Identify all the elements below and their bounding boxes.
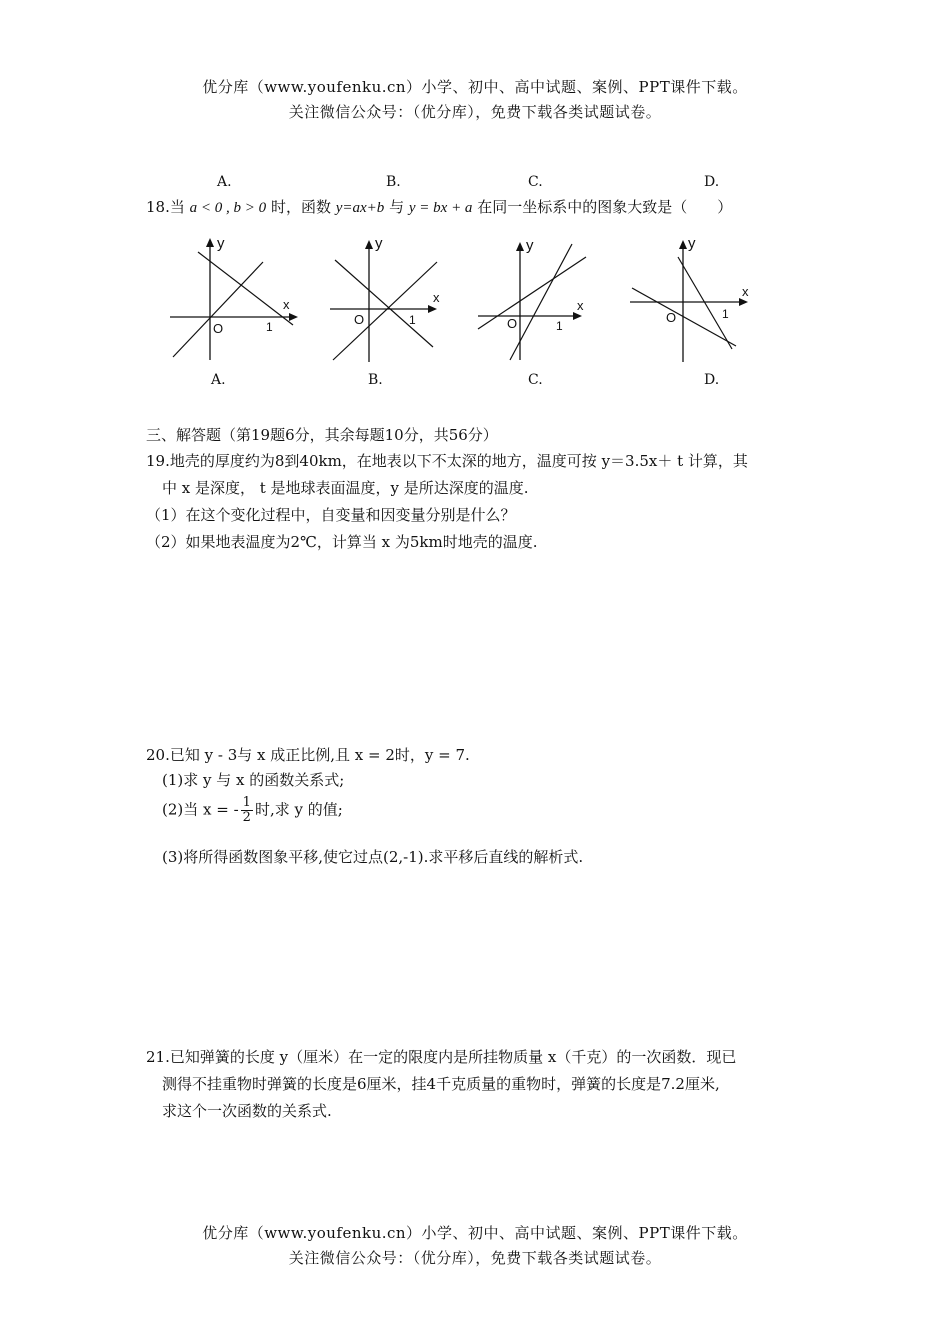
graph-c-x-label: x xyxy=(577,298,584,313)
q20-part-3: (3)将所得函数图象平移,使它过点(2,-1).求平移后直线的解析式. xyxy=(162,848,584,866)
graph-b-x-label: x xyxy=(433,290,440,305)
graph-a-origin: O xyxy=(213,321,224,336)
q17-option-a: A. xyxy=(217,174,232,190)
q19-part-2: （2）如果地表温度为2℃，计算当 x 为5km时地壳的温度. xyxy=(146,533,538,551)
graph-b-tick-one: 1 xyxy=(409,313,416,327)
graph-a-x-label: x xyxy=(283,297,290,312)
q19-line-2: 中 x 是深度， t 是地球表面温度，y 是所达深度的温度. xyxy=(162,479,529,497)
q18-graph-label-c: C. xyxy=(528,372,543,388)
q18-graph-b xyxy=(325,232,455,367)
graph-d-tick-one: 1 xyxy=(722,307,729,321)
q18-graph-label-d: D. xyxy=(704,372,720,388)
q19-line-1: 19.地壳的厚度约为8到40km，在地表以下不太深的地方，温度可按 y＝3.5x＋ t 计算，其 xyxy=(146,452,748,470)
q17-option-b: B. xyxy=(386,174,401,190)
graph-c-origin: O xyxy=(507,316,518,331)
graph-d-origin: O xyxy=(666,310,677,325)
q18-graph-a xyxy=(168,232,303,367)
header-line-1: 优分库（www.youfenku.cn）小学、初中、高中试题、案例、PPT课件下载。 xyxy=(202,78,748,96)
graph-d-y-label: y xyxy=(688,235,696,252)
fraction-one-half: $\frac{1}{2}$ xyxy=(242,795,251,825)
graph-b-origin: O xyxy=(354,312,365,327)
q20-line-1: 20.已知 y - 3与 x 成正比例,且 x = 2时，y = 7. xyxy=(146,746,470,764)
footer-line-2: 关注微信公众号：（优分库），免费下载各类试题试卷。 xyxy=(288,1249,662,1267)
q20-part-2: (2)当 x = - $\frac{1}{2}$ 时,求 y 的值; xyxy=(162,795,343,825)
graph-a-y-label: y xyxy=(217,235,225,252)
q20-part-1: (1)求 y 与 x 的函数关系式; xyxy=(162,771,345,789)
q18-graph-label-a: A. xyxy=(211,372,226,388)
q19-part-1: （1）在这个变化过程中，自变量和因变量分别是什么？ xyxy=(146,506,516,524)
graph-d-x-label: x xyxy=(742,284,749,299)
header-line-2: 关注微信公众号：（优分库），免费下载各类试题试卷。 xyxy=(288,103,662,121)
graph-c-y-label: y xyxy=(526,237,534,254)
graph-b-y-label: y xyxy=(375,235,383,252)
graph-c-tick-one: 1 xyxy=(556,319,563,333)
q18-graph-d xyxy=(626,232,756,367)
q21-line-2: 测得不挂重物时弹簧的长度是6厘米，挂4千克质量的重物时，弹簧的长度是7.2厘米, xyxy=(162,1075,720,1093)
q21-line-3: 求这个一次函数的关系式. xyxy=(162,1102,332,1120)
graph-a-tick-one: 1 xyxy=(266,320,273,334)
q17-option-c: C. xyxy=(528,174,543,190)
q17-option-d: D. xyxy=(704,174,720,190)
q18-graph-label-b: B. xyxy=(368,372,383,388)
footer-line-1: 优分库（www.youfenku.cn）小学、初中、高中试题、案例、PPT课件下载。 xyxy=(202,1224,748,1242)
q18-question: 18.当 a < 0 , b > 0 时，函数 y=ax+b 与 y = bx + a 在同一坐标系中的图象大致是（ ） xyxy=(146,198,733,216)
q18-graph-c xyxy=(474,232,594,367)
section-3-title: 三、解答题（第19题6分，其余每题10分，共56分） xyxy=(146,426,498,444)
q21-line-1: 21.已知弹簧的长度 y（厘米）在一定的限度内是所挂物质量 x（千克）的一次函数．现已 xyxy=(146,1048,737,1066)
